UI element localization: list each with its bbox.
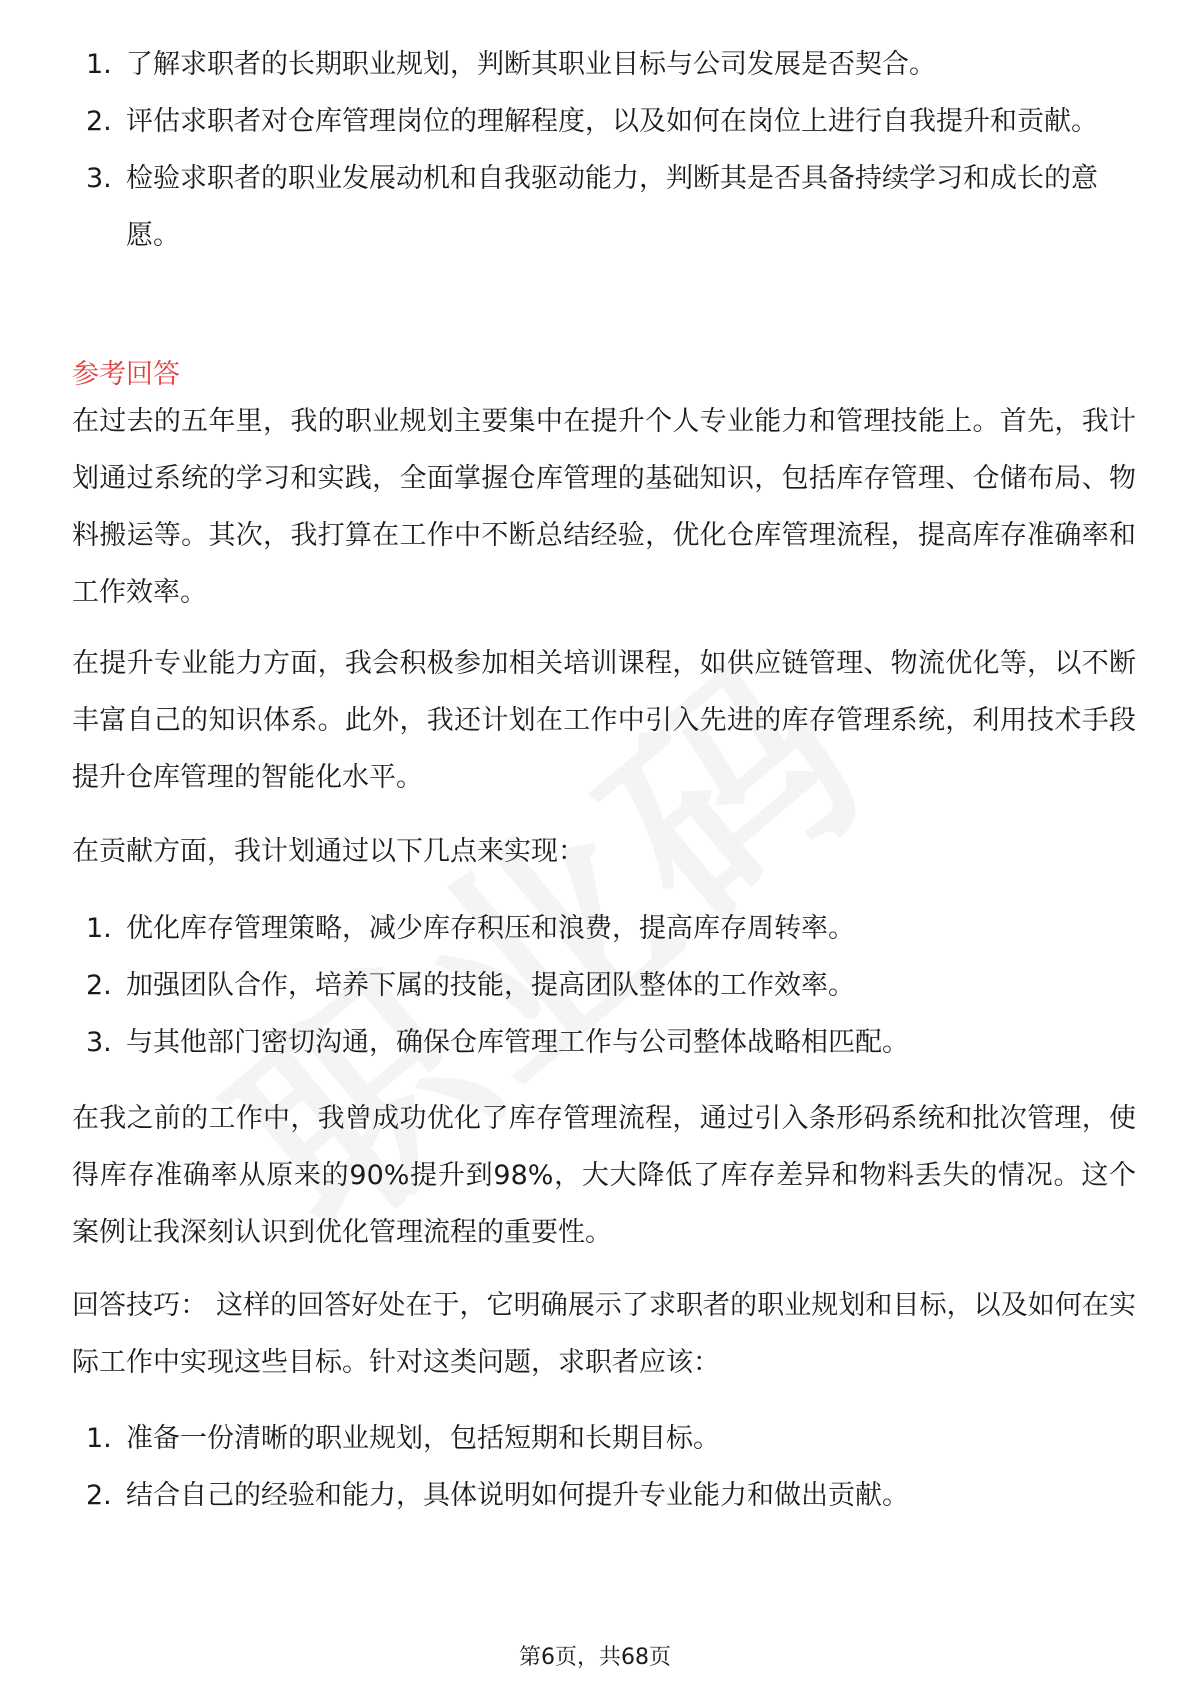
page-number: 第6页，共68页	[519, 1645, 671, 1670]
tips-paragraph: 回答技巧： 这样的回答好处在于，它明确展示了求职者的职业规划和目标，以及如何在实际工作中实现这些目标。针对这类问题，求职者应该：	[72, 1290, 1136, 1378]
list-number: 1.	[86, 49, 112, 80]
list-item	[72, 150, 1132, 264]
list-item	[72, 1467, 1132, 1524]
list-number: 2.	[86, 1480, 112, 1511]
list-item	[72, 93, 1132, 150]
list-text: 结合自己的经验和能力，具体说明如何提升专业能力和做出贡献。	[126, 1480, 909, 1511]
list-number: 2.	[86, 106, 112, 137]
list-item	[72, 1410, 1132, 1467]
answer-paragraph-1: 在过去的五年里，我的职业规划主要集中在提升个人专业能力和管理技能上。首先，我计划通过系统的学习和实践，全面掌握仓库管理的基础知识，包括库存管理、仓储布局、物料搬运等。其次，我打算在工作中不断总结经验，优化仓库管理流程，提高库存准确率和工作效率。	[72, 406, 1136, 608]
answer-paragraph-4: 在我之前的工作中，我曾成功优化了库存管理流程，通过引入条形码系统和批次管理，使得库存准确率从原来的90%提升到98%，大大降低了库存差异和物料丢失的情况。这个案例让我深刻认识到优化管理流程的重要性。	[72, 1103, 1136, 1248]
list-item	[72, 1014, 1132, 1071]
contribution-list	[72, 900, 1132, 1071]
list-text: 评估求职者对仓库管理岗位的理解程度，以及如何在岗位上进行自我提升和贡献。	[126, 106, 1098, 137]
section-heading: 参考回答	[72, 359, 180, 390]
list-number: 3.	[86, 1027, 112, 1058]
evaluation-list	[72, 36, 1132, 264]
list-text: 与其他部门密切沟通，确保仓库管理工作与公司整体战略相匹配。	[126, 1027, 909, 1058]
list-item	[72, 900, 1132, 957]
answer-paragraph-3: 在贡献方面，我计划通过以下几点来实现：	[72, 836, 585, 867]
list-text: 检验求职者的职业发展动机和自我驱动能力，判断其是否具备持续学习和成长的意愿。	[126, 163, 1098, 251]
list-text: 加强团队合作，培养下属的技能，提高团队整体的工作效率。	[126, 970, 855, 1001]
list-text: 了解求职者的长期职业规划，判断其职业目标与公司发展是否契合。	[126, 49, 936, 80]
tips-list	[72, 1410, 1132, 1524]
list-text: 优化库存管理策略，减少库存积压和浪费，提高库存周转率。	[126, 913, 855, 944]
list-item	[72, 957, 1132, 1014]
list-text: 准备一份清晰的职业规划，包括短期和长期目标。	[126, 1423, 720, 1454]
list-number: 1.	[86, 913, 112, 944]
list-number: 1.	[86, 1423, 112, 1454]
list-number: 3.	[86, 163, 112, 194]
answer-paragraph-2: 在提升专业能力方面，我会积极参加相关培训课程，如供应链管理、物流优化等，以不断丰富自己的知识体系。此外，我还计划在工作中引入先进的库存管理系统，利用技术手段提升仓库管理的智能化水平。	[72, 648, 1136, 793]
list-item	[72, 36, 1132, 93]
list-number: 2.	[86, 970, 112, 1001]
